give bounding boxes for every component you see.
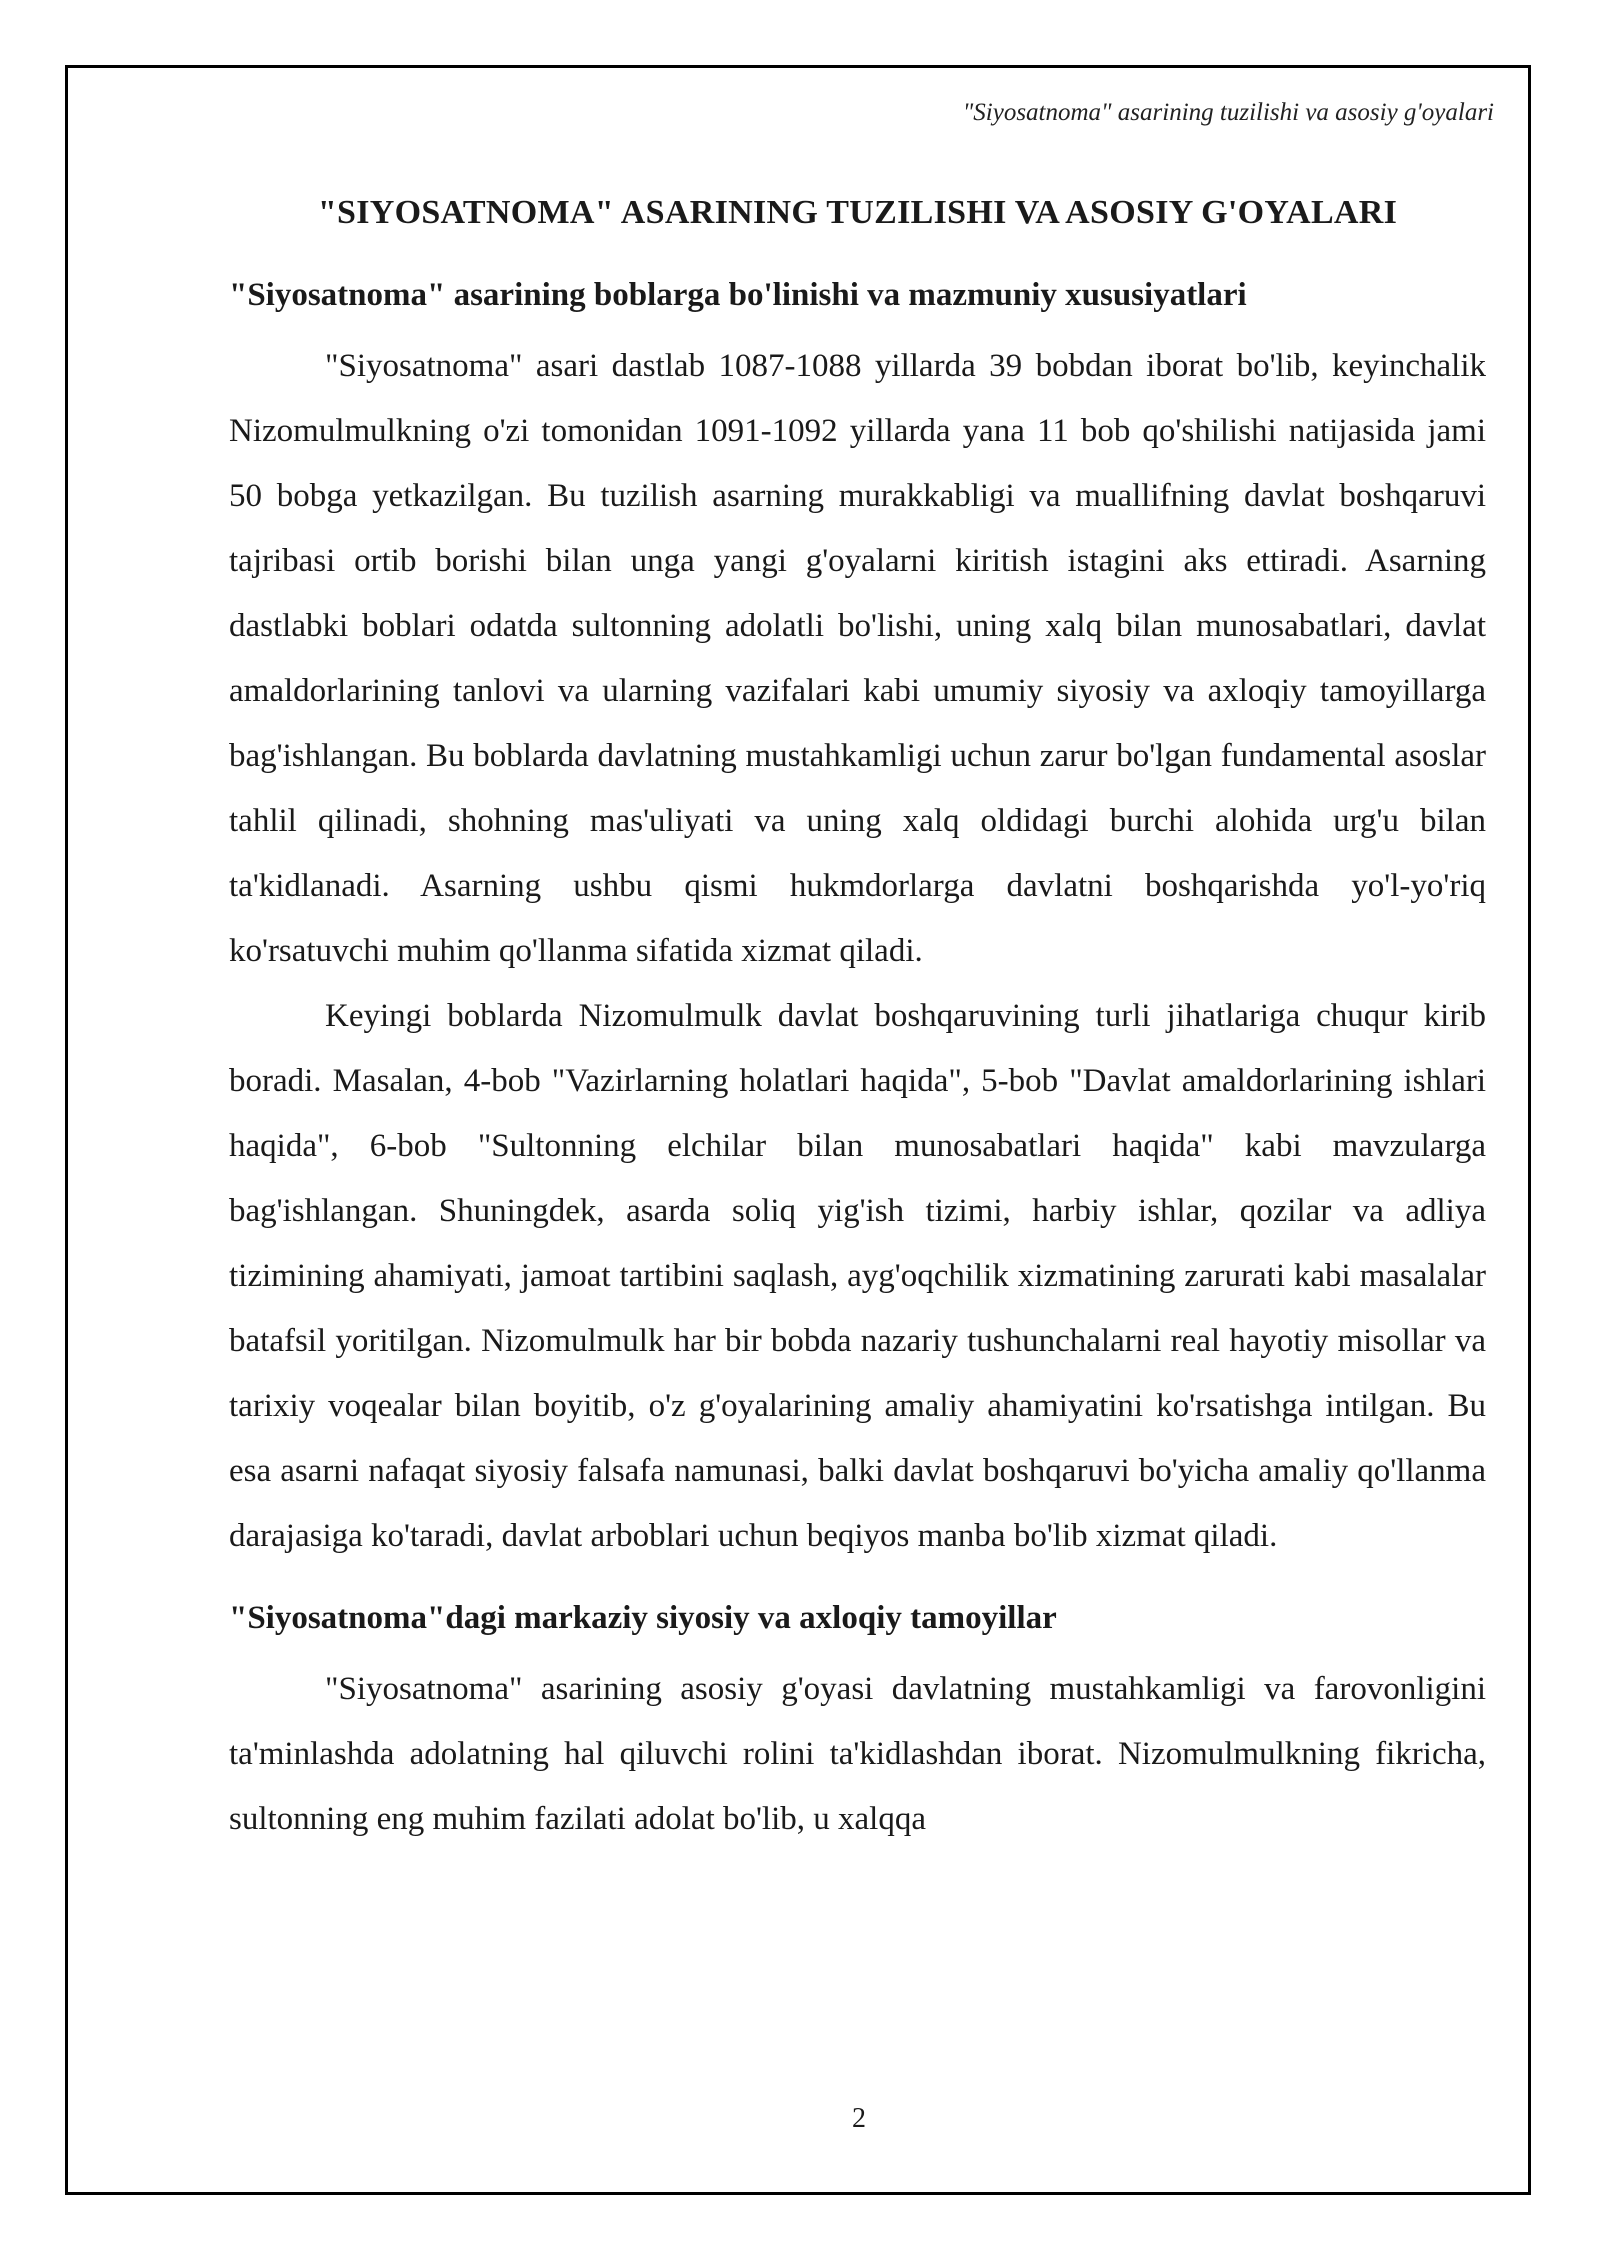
page-number: 2 [852, 2103, 866, 2134]
document-body [229, 186, 1486, 1852]
document-title: "SIYOSATNOMA" ASARINING TUZILISHI VA ASOSIY G'OYALARI [317, 194, 1398, 231]
paragraph: "Siyosatnoma" asarining asosiy g'oyasi davlatning mustahkamligi va farovonligini ta'minlashda adolatning hal qiluvchi rolini ta'kidlashdan iborat. Nizomulmulkning fikricha, sultonning eng muhim fazilati adolat bo'lib, u xalqqa [229, 1671, 1486, 1837]
paragraph: Keyingi boblarda Nizomulmulk davlat boshqaruvining turli jihatlariga chuqur kirib boradi. Masalan, 4-bob "Vazirlarning holatlari haqida", 5-bob "Davlat amaldorlarining ishlari haqida", 6-bob "Sultonning elchilar bilan munosabatlari haqida" kabi mavzularga bag'ishlangan. Shuningdek, asarda soliq yig'ish tizimi, harbiy ishlar, qozilar va adliya tizimining ahamiyati, jamoat tartibini saqlash, ayg'oqchilik xizmatining zarurati kabi masalalar batafsil yoritilgan. Nizomulmulk har bir bobda nazariy tushunchalarni real hayotiy misollar va tarixiy voqealar bilan boyitib, o'z g'oyalarining amaliy ahamiyatini ko'rsatishga intilgan. Bu esa asarni nafaqat siyosiy falsafa namunasi, balki davlat boshqaruvi bo'yicha amaliy qo'llanma darajasiga ko'taradi, davlat arboblari uchun beqiyos manba bo'lib xizmat qiladi. [229, 998, 1486, 1554]
section-heading-structure: "Siyosatnoma" asarining boblarga bo'linishi va mazmuniy xususiyatlari [229, 277, 1247, 313]
running-header: "Siyosatnoma" asarining tuzilishi va asosiy g'oyalari [962, 99, 1494, 126]
paragraph: "Siyosatnoma" asari dastlab 1087-1088 yillarda 39 bobdan iborat bo'lib, keyinchalik Nizomulmulkning o'zi tomonidan 1091-1092 yillarda yana 11 bob qo'shilishi natijasida jami 50 bobga yetkazilgan. Bu tuzilish asarning murakkabligi va muallifning davlat boshqaruvi tajribasi ortib borishi bilan unga yangi g'oyalarni kiritish istagini aks ettiradi. Asarning dastlabki boblari odatda sultonning adolatli bo'lishi, uning xalq bilan munosabatlari, davlat amaldorlarining tanlovi va ularning vazifalari kabi umumiy siyosiy va axloqiy tamoyillarga bag'ishlangan. Bu boblarda davlatning mustahkamligi uchun zarur bo'lgan fundamental asoslar tahlil qilinadi, shohning mas'uliyati va uning xalq oldidagi burchi alohida urg'u bilan ta'kidlanadi. Asarning ushbu qismi hukmdorlarga davlatni boshqarishda yo'l-yo'riq ko'rsatuvchi muhim qo'llanma sifatida xizmat qiladi. [229, 348, 1486, 969]
section-heading-principles: "Siyosatnoma"dagi markaziy siyosiy va axloqiy tamoyillar [229, 1600, 1057, 1636]
